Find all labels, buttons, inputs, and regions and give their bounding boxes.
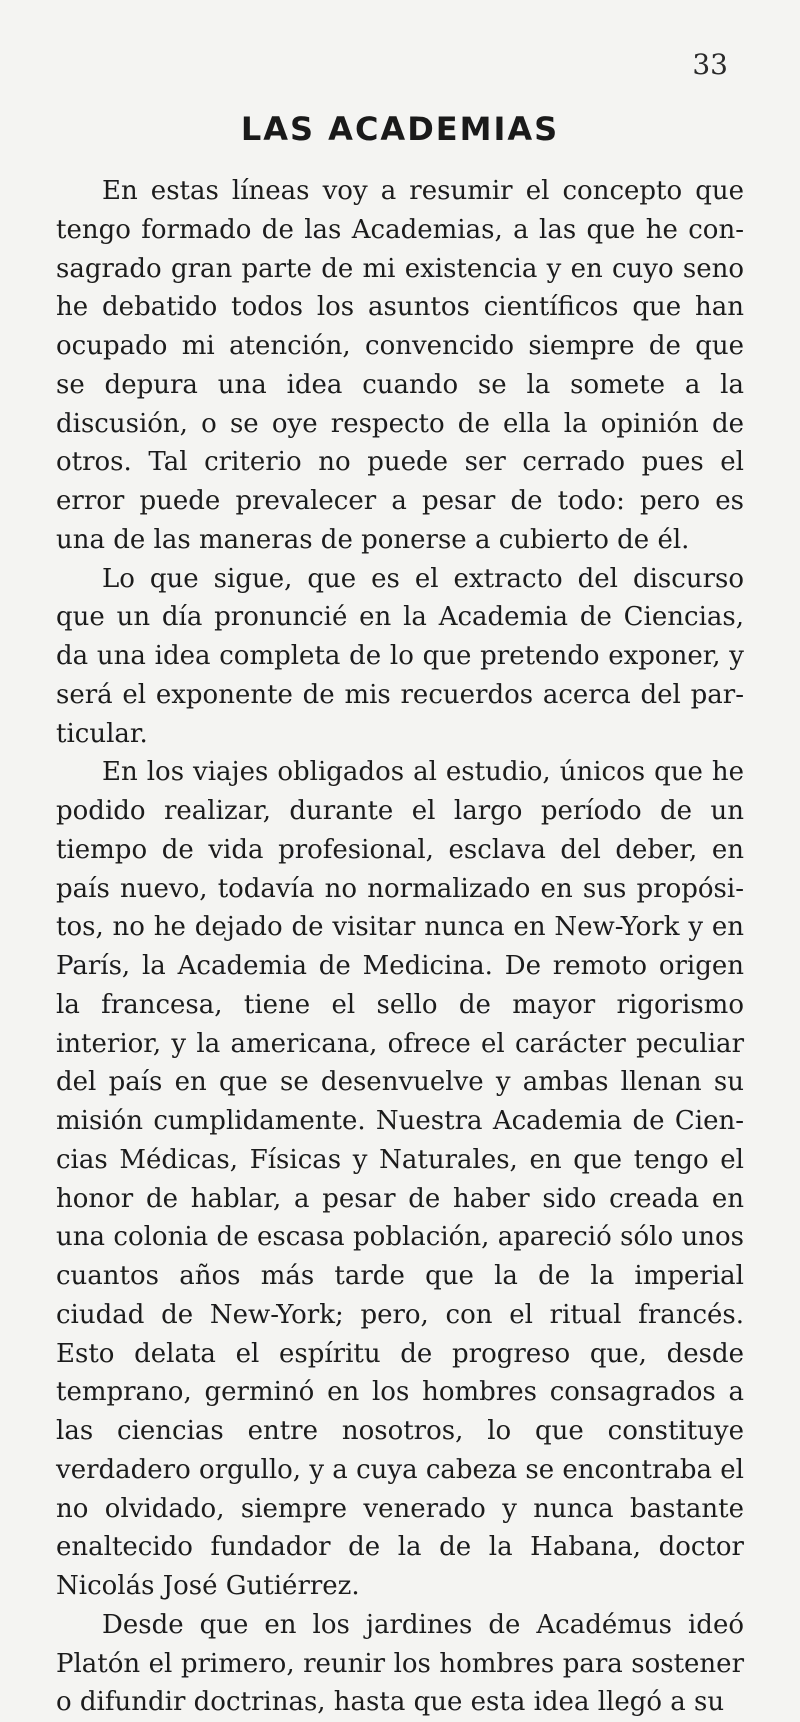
paragraph-4: Desde que en los jardines de Académus ideó Platón el primero, reunir los hombres para sostener o difundir doctrinas, hasta que esta idea llegó a su	[56, 1609, 744, 1718]
page-number: 33	[692, 48, 728, 81]
paragraph-3: En los viajes obligados al estudio, únicos que he podido realizar, durante el largo período de un tiempo de vida profesional, esclava del deber, en país nuevo, todavía no normalizado en sus propósitos, no he dejado de visitar nunca en New-York y en París, la Academia de Medicina. De remoto origen la francesa, tiene el sello de mayor rigorismo interior, y la americana, ofrece el carácter peculiar del país en que se desenvuelve y ambas llenan su misión cumplidamente. Nuestra Academia de Ciencias Médicas, Físicas y Naturales, en que tengo el honor de hablar, a pesar de haber sido creada en una colonia de escasa población, apareció sólo unos cuantos años más tarde que la de la imperial ciudad de New-York; pero, con el ritual francés. Esto delata el espíritu de progreso que, desde temprano, germinó en los hombres consagrados a las ciencias entre nosotros, lo que constituye verdadero orgullo, y a cuya cabeza se encontraba el no olvidado, siempre venerado y nunca bastante enaltecido fundador de la de la Habana, doctor Nicolás José Gutiérrez.	[56, 757, 744, 1601]
paragraph-1: En estas líneas voy a resumir el concepto que tengo formado de las Academias, a las que he consagrado gran parte de mi existencia y en cuyo seno he debatido todos los asuntos científicos que han ocupado mi atención, convencido siempre de que se depura una idea cuando se la somete a la discusión, o se oye respecto de ella la opinión de otros. Tal criterio no puede ser cerrado pues el error puede prevalecer a pesar de todo: pero es una de las maneras de ponerse a cubierto de él.	[56, 176, 744, 555]
chapter-title: LAS ACADEMIAS	[240, 110, 560, 148]
body-text	[56, 172, 744, 1722]
paragraph-2: Lo que sigue, que es el extracto del discurso que un día pronuncié en la Academia de Ciencias, da una idea completa de lo que pretendo exponer, y será el exponente de mis recuerdos acerca del particular.	[56, 563, 744, 749]
